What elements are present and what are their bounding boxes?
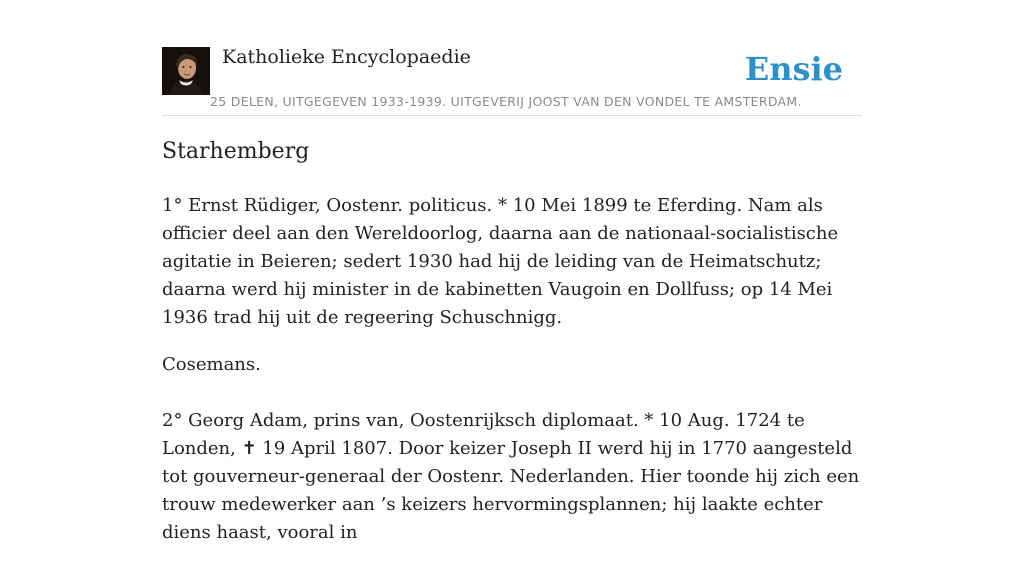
page bbox=[162, 0, 862, 543]
article-title: Starhemberg bbox=[162, 139, 310, 164]
publication-subtitle: 25 DELEN, UITGEGEVEN 1933-1939. UITGEVERIJ JOOST VAN DEN VONDEL TE AMSTERDAM. bbox=[210, 94, 802, 109]
publication-header bbox=[162, 0, 862, 116]
portrait-avatar-icon[interactable] bbox=[162, 47, 210, 95]
ensie-logo-link[interactable]: Ensie bbox=[744, 50, 843, 88]
article-paragraph: 1° Ernst Rüdiger, Oostenr. politicus. * 10 Mei 1899 te Eferding. Nam als officier deel aan den Wereldoorlog, daarna aan de nationaal-socialistische agitatie in Beieren; sedert 1930 had hij de leiding van de Heimatschutz; daarna werd hij minister in de kabinetten Vaugoin en Dollfuss; op 14 Mei 1936 trad hij uit de regeering Schuschnigg. bbox=[162, 195, 839, 328]
article-body bbox=[162, 192, 862, 566]
article-author: Cosemans. bbox=[162, 354, 261, 375]
publication-title-link[interactable]: Katholieke Encyclopaedie bbox=[222, 46, 471, 68]
article-paragraph: 2° Georg Adam, prins van, Oostenrijksch diplomaat. * 10 Aug. 1724 te Londen, ✝ 19 April 1807. Door keizer Joseph II werd hij in 1770 aangesteld tot gouverneur-generaal der Oostenr. Nederlanden. Hier toonde hij zich een trouw medewerker aan ’s keizers hervormingsplannen; hij laakte echter diens haast, vooral in bbox=[162, 410, 860, 543]
